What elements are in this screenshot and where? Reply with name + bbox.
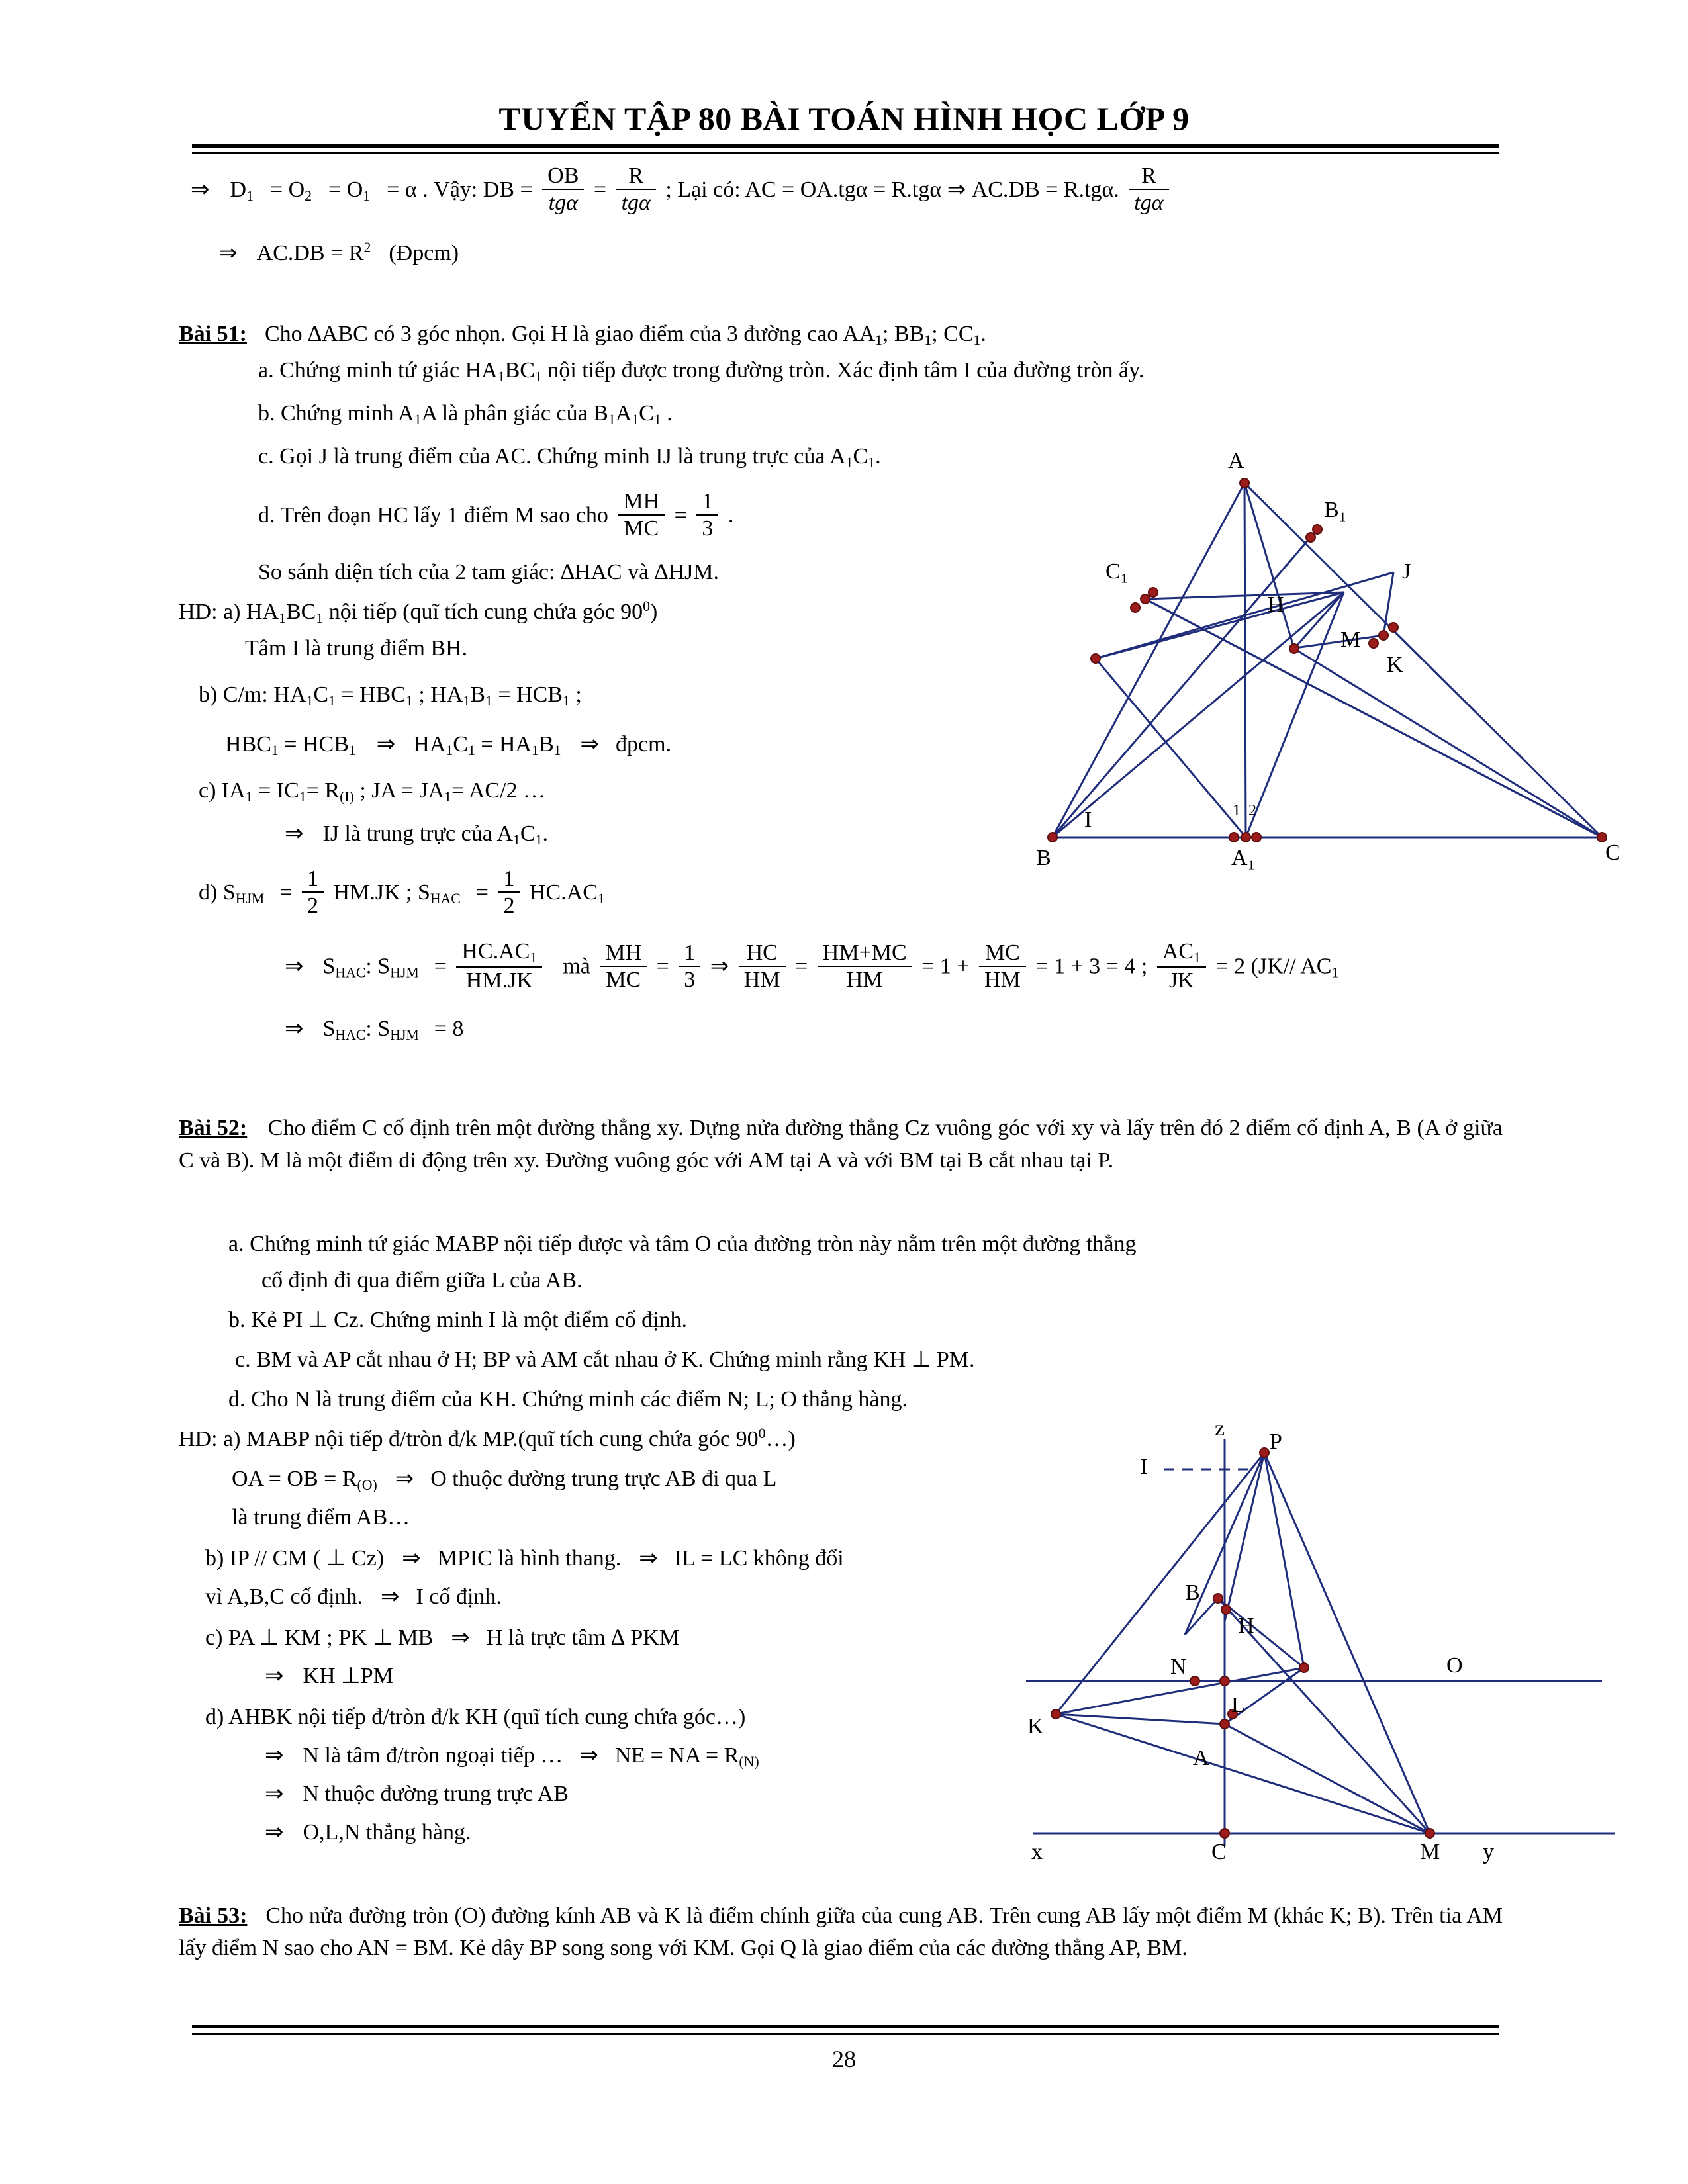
- sub: 1: [535, 832, 543, 848]
- hd-c2-3: .: [542, 821, 548, 846]
- fraction-numerator: OB: [547, 163, 579, 188]
- bai52-hd-d4: [265, 1816, 471, 1848]
- page-title: TUYỂN TẬP 80 BÀI TOÁN HÌNH HỌC LỚP 9: [498, 100, 1190, 137]
- figure1-label-B1: B₁: [1324, 498, 1347, 522]
- figure1-label-A: A: [1228, 449, 1244, 473]
- implies-icon-15: ⇒: [265, 1664, 284, 1688]
- figure2-label-I: I: [1140, 1455, 1148, 1479]
- figure1-label-M: M: [1340, 627, 1361, 652]
- sub: 1: [445, 743, 453, 759]
- fraction-denominator: MC: [618, 514, 665, 543]
- eq: =: [475, 880, 489, 905]
- hd-b2-text: vì A,B,C cố định.: [205, 1584, 363, 1609]
- bai52-hd-c: [205, 1621, 679, 1654]
- fraction-mh-mc: [618, 488, 665, 543]
- implies-icon-8: ⇒: [710, 954, 729, 979]
- sub: 1: [513, 832, 520, 848]
- sub: 1: [534, 369, 542, 385]
- bai52-hd-d: d) AHBK nội tiếp đ/tròn đ/k KH (quĩ tích cung chứa góc…): [205, 1705, 746, 1729]
- fraction-numerator: R: [628, 163, 644, 188]
- fraction-r-tga: [616, 163, 656, 217]
- bai51-heading: [179, 318, 1516, 351]
- sub: (O): [357, 1477, 377, 1494]
- hd-b2-2: = HCB: [278, 732, 349, 756]
- bai51-compare: So sánh diện tích của 2 tam giác: ∆HAC và ∆HJM.: [258, 560, 719, 584]
- term-lai-co: ; Lại có: AC = OA.tgα = R.tgα: [665, 177, 942, 202]
- implies-icon-12: ⇒: [639, 1546, 658, 1570]
- num-text: AC: [1162, 939, 1194, 964]
- hd-b2-7: đpcm.: [616, 732, 672, 756]
- figure2-label-K: K: [1027, 1714, 1044, 1739]
- fraction-denominator: 3: [696, 514, 718, 543]
- sub: 1: [608, 412, 616, 428]
- eq: =: [656, 954, 669, 979]
- hd-c2-2: C: [520, 821, 536, 846]
- figure-mabp: [1019, 1416, 1628, 1866]
- figure2-label-P: P: [1270, 1430, 1282, 1454]
- fraction-denominator: JK: [1157, 966, 1206, 995]
- figure2-label-B: B: [1185, 1580, 1200, 1605]
- hd-d-1: d) S: [199, 880, 236, 905]
- sub: 1: [532, 743, 539, 759]
- hd-e-2: : S: [365, 954, 391, 979]
- fraction-ac1-jk: [1157, 938, 1206, 995]
- fraction-denominator: tgα: [542, 189, 584, 217]
- sub: 1: [316, 610, 324, 627]
- header-rule-bottom: [192, 152, 1499, 154]
- bai51-hd-a: [179, 596, 657, 629]
- sup-2: 2: [363, 240, 371, 256]
- figure1-label-C1: C₁: [1105, 559, 1129, 584]
- hd-a-2: BC: [285, 600, 316, 624]
- fraction-denominator: HM: [979, 966, 1026, 994]
- hd-c-1: c) IA: [199, 778, 246, 803]
- sub: 1: [1194, 950, 1201, 966]
- hd-b2-4: C: [453, 732, 468, 756]
- sub: 1: [632, 412, 639, 428]
- bai51-c-1: c. Gọi J là trung điểm của AC. Chứng minh IJ là trung trực của A: [258, 444, 846, 469]
- sub: 1: [497, 369, 505, 385]
- hd-c-4: ; JA = JA: [353, 778, 445, 803]
- top-derivation-line1: [191, 164, 1515, 218]
- fraction-denominator: 2: [498, 891, 520, 920]
- figure1-label-C: C: [1605, 841, 1620, 865]
- hd-e-4: mà: [563, 954, 590, 979]
- sub: (I): [340, 789, 354, 805]
- bai51-b-3: A: [615, 401, 632, 426]
- sub: HAC: [335, 964, 366, 981]
- hd-d4-text: O,L,N thẳng hàng.: [303, 1820, 471, 1844]
- sub: 1: [868, 455, 876, 471]
- hd-c-1: c) PA ⊥ KM ; PK ⊥ MB: [205, 1625, 434, 1650]
- fraction-half-2: [498, 866, 520, 920]
- bai51-hd-a2: Tâm I là trung điểm BH.: [245, 636, 468, 660]
- figure2-label-z: z: [1215, 1416, 1225, 1441]
- hd-b2-5: = HA: [475, 732, 532, 756]
- hd-a2-1: OA = OB = R: [232, 1467, 357, 1491]
- hd-b-5: B: [470, 682, 485, 707]
- bai51-intro-c: ; CC: [931, 322, 974, 346]
- fraction-one-third: [696, 488, 718, 543]
- bai51-hd-b2: [225, 728, 671, 762]
- hd-b2-6: B: [538, 732, 554, 756]
- hd-a-1: HD: a) HA: [179, 600, 279, 624]
- implies-icon-1: ⇒: [191, 177, 210, 202]
- hd-e-9: = 2 (JK// AC: [1215, 954, 1332, 979]
- sub: 1: [530, 950, 538, 966]
- fraction-denominator: 2: [302, 891, 324, 920]
- equals-sign: =: [674, 502, 687, 527]
- sub: 1: [973, 332, 981, 349]
- sub: 1: [279, 610, 286, 627]
- bai53-heading: [179, 1899, 1503, 1965]
- hd-d2-1: N là tâm đ/tròn ngoại tiếp …: [303, 1743, 563, 1768]
- hd-b-3: = HBC: [335, 682, 406, 707]
- bai52-hd-d2: [265, 1739, 759, 1773]
- bai52-intro: Cho điểm C cố định trên một đường thẳng xy. Dựng nửa đường thẳng Cz vuông góc với xy và lấy trên đó 2 điểm cố định A, B (A ở giữa C và B). M là một điểm di động trên xy. Đường vuông góc với AM tại A và với BM tại B cắt nhau tại P.: [179, 1116, 1503, 1173]
- bai51-b-2: A là phân giác của B: [421, 401, 608, 426]
- hd-e-8: = 1 + 3 = 4 ;: [1035, 954, 1148, 979]
- implies-icon-16: ⇒: [265, 1743, 284, 1768]
- bai52-hd-b: [205, 1542, 844, 1574]
- sub: 1: [597, 890, 605, 907]
- figure1-label-A1: A₁: [1231, 846, 1256, 870]
- sub: 1: [562, 693, 570, 709]
- sub: 1: [271, 743, 279, 759]
- fraction-numerator: [456, 938, 542, 966]
- hd-a2-2: O thuộc đường trung trực AB đi qua L: [430, 1467, 777, 1491]
- fraction-numerator: [1157, 938, 1206, 966]
- bai51-b-1: b. Chứng minh A: [258, 401, 414, 426]
- figure1-label-J: J: [1402, 559, 1411, 584]
- bai51-hd-c2: [285, 817, 548, 851]
- fraction-half-1: [302, 866, 324, 920]
- fraction-ob-tga: [542, 163, 584, 217]
- hd-b-2: C: [313, 682, 329, 707]
- fraction-numerator: R: [1141, 163, 1156, 188]
- hd-d2-2: NE = NA = R: [614, 1743, 739, 1768]
- bai51-label: Bài 51:: [179, 322, 247, 346]
- equals-sign: =: [593, 177, 607, 202]
- hd-a-1: HD: a) MABP nội tiếp đ/tròn đ/k MP.(quĩ tích cung chứa góc 90: [179, 1427, 759, 1451]
- fraction-denominator: tgα: [1129, 189, 1168, 217]
- hd-c-5: = AC/2 …: [451, 778, 546, 803]
- bai52-part-a2: cố định đi qua điểm giữa L của AB.: [261, 1268, 583, 1293]
- eq: =: [434, 954, 447, 979]
- bai52-part-d: d. Cho N là trung điểm của KH. Chứng minh các điểm N; L; O thẳng hàng.: [228, 1387, 908, 1412]
- figure1-label-K: K: [1387, 653, 1403, 677]
- figure1-label-B: B: [1036, 846, 1051, 870]
- hd-b-6: = HCB: [492, 682, 563, 707]
- figure2-label-L: L: [1231, 1693, 1245, 1717]
- bai51-c-3: .: [875, 444, 881, 469]
- sub: 1: [485, 693, 492, 709]
- hd-d3-text: N thuộc đường trung trực AB: [303, 1782, 569, 1806]
- bai52-label: Bài 52:: [179, 1116, 248, 1140]
- sub: HAC: [335, 1027, 366, 1044]
- fraction-denominator: HM: [818, 966, 912, 994]
- sub: 1: [467, 743, 475, 759]
- term-O2: = O: [269, 177, 305, 202]
- sub-1: 1: [246, 187, 254, 204]
- bai52-hd-d3: [265, 1778, 569, 1810]
- bai51-b-5: .: [661, 401, 673, 426]
- hd-b-7: ;: [569, 682, 582, 707]
- hd-c-2: = IC: [252, 778, 299, 803]
- bai51-hd-b: [199, 678, 582, 712]
- fraction-mc-hm: [979, 940, 1026, 994]
- hd-a-4: ): [650, 600, 658, 624]
- figure1-label-1: 1: [1233, 802, 1241, 819]
- fraction-mh-mc-2: [600, 940, 647, 994]
- eq: =: [795, 954, 808, 979]
- hd-b2-1: HBC: [225, 732, 271, 756]
- fraction-hmmc-hm: [818, 940, 912, 994]
- fraction-one-third-2: [679, 940, 700, 994]
- num-text: HC.AC: [461, 939, 530, 964]
- bai51-part-b: [258, 397, 1516, 431]
- bai52-hd-a3: là trung điểm AB…: [232, 1505, 410, 1529]
- figure2-label-M: M: [1420, 1840, 1440, 1864]
- sub: (N): [739, 1754, 759, 1770]
- bai51-d-1: d. Trên đoạn HC lấy 1 điểm M sao cho: [258, 502, 608, 527]
- sub: 1: [306, 693, 314, 709]
- fraction-hc-hm: [739, 940, 786, 994]
- term-O1: = O: [328, 177, 363, 202]
- bai51-intro-a: Cho ∆ABC có 3 góc nhọn. Gọi H là giao điểm của 3 đường cao AA: [264, 322, 876, 346]
- hd-a-3: nội tiếp (quĩ tích cung chứa góc 90: [323, 600, 643, 624]
- fraction-numerator: 1: [503, 866, 515, 891]
- term-dpcm: (Đpcm): [389, 241, 459, 265]
- bai51-part-a: [258, 354, 1516, 388]
- fraction-r-tga-2: [1129, 163, 1168, 217]
- implies-icon-13: ⇒: [381, 1584, 400, 1609]
- sup: 0: [643, 598, 651, 615]
- bai51-d-2: .: [727, 502, 734, 527]
- hd-b-2: MPIC là hình thang.: [437, 1546, 622, 1570]
- bai52-part-b: b. Kẻ PI ⊥ Cz. Chứng minh I là một điểm cố định.: [228, 1308, 688, 1332]
- eq: =: [279, 880, 293, 905]
- figure2-label-H: H: [1238, 1614, 1254, 1638]
- sup: 0: [758, 1426, 766, 1442]
- term-D: D: [230, 177, 247, 202]
- bai52-heading: [179, 1112, 1503, 1177]
- hd-b-3: IL = LC không đổi: [674, 1546, 844, 1570]
- sub: 1: [414, 412, 422, 428]
- fraction-denominator: MC: [600, 966, 647, 994]
- bai53-text: Cho nửa đường tròn (O) đường kính AB và K là điểm chính giữa của cung AB. Trên cung AB lấy một điểm M (khác K; B). Trên tia AM lấy điểm N sao cho AN = BM. Kẻ dây BP song song với KM. Gọi Q là giao điểm của các đường thẳng AP, BM.: [179, 1903, 1503, 1961]
- bai51-b-4: C: [639, 401, 654, 426]
- hd-d-5: HC.AC: [529, 880, 598, 905]
- hd-b-1: b) C/m: HA: [199, 682, 306, 707]
- bai52-part-c: c. BM và AP cắt nhau ở H; BP và AM cắt nhau ở K. Chứng minh rằng KH ⊥ PM.: [235, 1347, 975, 1372]
- sub: 1: [553, 743, 561, 759]
- sub: 1: [405, 693, 413, 709]
- figure-triangle-abc: [1013, 449, 1642, 870]
- bai53-label: Bài 53:: [179, 1903, 248, 1928]
- term-acdb: AC.DB = R.tgα.: [971, 177, 1119, 202]
- hd-c2-1: IJ là trung trực của A: [322, 821, 514, 846]
- bai51-intro-d: .: [980, 322, 986, 346]
- fraction-numerator: 1: [684, 940, 696, 965]
- sub: 1: [1331, 964, 1339, 981]
- sub: HJM: [390, 1027, 419, 1044]
- hd-c2-text: KH ⊥PM: [303, 1664, 393, 1688]
- figure2-label-y: y: [1483, 1840, 1494, 1864]
- sub-3: 1: [363, 187, 371, 204]
- sub: HAC: [430, 890, 461, 907]
- bai51-hd-d: [199, 867, 605, 921]
- fraction-numerator: MC: [984, 940, 1020, 965]
- figure1-label-2: 2: [1248, 802, 1256, 819]
- bai52-hd-c2: [265, 1660, 393, 1692]
- figure2-label-C: C: [1211, 1840, 1227, 1864]
- sub: 1: [924, 332, 932, 349]
- figure2-label-x: x: [1031, 1840, 1043, 1864]
- bai51-intro-b: ; BB: [882, 322, 925, 346]
- sub-2: 2: [305, 187, 312, 204]
- figure1-label-I: I: [1084, 807, 1092, 832]
- bai52-part-a: a. Chứng minh tứ giác MABP nội tiếp được và tâm O của đường tròn này nằm trên một đường thẳng: [228, 1232, 1137, 1256]
- implies-icon-18: ⇒: [265, 1782, 284, 1806]
- bai51-hd-e: [285, 940, 1338, 996]
- footer-rule-bottom: [192, 2033, 1499, 2035]
- figure2-label-A: A: [1193, 1746, 1209, 1770]
- implies-icon-10: ⇒: [395, 1467, 414, 1491]
- implies-icon-17: ⇒: [579, 1743, 598, 1768]
- fraction-numerator: MH: [605, 940, 642, 965]
- implies-icon-5: ⇒: [580, 732, 600, 756]
- header-rule-top: [192, 144, 1499, 148]
- bai52-hd-a2: [232, 1463, 776, 1496]
- bai51-a-1: a. Chứng minh tứ giác HA: [258, 358, 498, 383]
- implies-icon-11: ⇒: [402, 1546, 421, 1570]
- fraction-denominator: 3: [679, 966, 700, 994]
- sub: 1: [444, 789, 452, 805]
- bai52-hd-b2: [205, 1580, 502, 1613]
- implies-icon-6: ⇒: [285, 821, 304, 846]
- term-acdb-r: AC.DB = R: [256, 241, 364, 265]
- sub: 1: [299, 789, 306, 805]
- implies-icon-2: ⇒: [947, 177, 966, 202]
- sub: 1: [875, 332, 883, 349]
- implies-icon-14: ⇒: [451, 1625, 470, 1650]
- implies-icon-4: ⇒: [376, 732, 396, 756]
- fraction-numerator: HM+MC: [822, 940, 907, 965]
- sub: 1: [328, 693, 336, 709]
- page-number: 28: [832, 2046, 856, 2072]
- fraction-numerator: MH: [623, 489, 660, 514]
- fraction-denominator: HM.JK: [456, 966, 542, 995]
- bai51-c-2: C: [853, 444, 868, 469]
- sub: 1: [463, 693, 471, 709]
- hd-f-1: S: [322, 1017, 336, 1041]
- bai51-hd-f: [285, 1013, 463, 1046]
- hd-f-2: : S: [365, 1017, 391, 1041]
- fraction-denominator: tgα: [616, 189, 656, 217]
- bai51-a-3: nội tiếp được trong đường tròn. Xác định tâm I của đường tròn ấy.: [541, 358, 1145, 383]
- fraction-denominator: HM: [739, 966, 786, 994]
- term-vay-db: = α . Vậy: DB =: [387, 177, 533, 202]
- figure2-label-N: N: [1170, 1655, 1187, 1679]
- sub: 1: [653, 412, 661, 428]
- footer-rule-top: [192, 2025, 1499, 2028]
- hd-b3-text: I cố định.: [416, 1584, 502, 1609]
- fraction-hcac1-hmjk: [456, 938, 542, 995]
- hd-a-2: …): [765, 1427, 796, 1451]
- bai52-hd-a: [179, 1423, 796, 1455]
- figure1-label-H: H: [1268, 592, 1284, 617]
- hd-c-2: H là trực tâm ∆ PKM: [486, 1625, 680, 1650]
- implies-icon-9: ⇒: [285, 1017, 304, 1041]
- hd-b-1: b) IP // CM ( ⊥ Cz): [205, 1546, 385, 1570]
- hd-e-1: S: [322, 954, 336, 979]
- hd-e-7: = 1 +: [921, 954, 970, 979]
- bai51-hd-c: [199, 774, 545, 808]
- hd-b-4: ; HA: [412, 682, 463, 707]
- sub: 1: [845, 455, 853, 471]
- implies-icon-3: ⇒: [218, 241, 238, 265]
- hd-c-3: = R: [306, 778, 340, 803]
- sub: 1: [245, 789, 253, 805]
- figure2-label-O: O: [1446, 1653, 1463, 1678]
- sub: HJM: [390, 964, 419, 981]
- sub: HJM: [235, 890, 265, 907]
- bai51-a-2: BC: [504, 358, 535, 383]
- fraction-numerator: 1: [306, 866, 318, 891]
- hd-b2-3: HA: [413, 732, 446, 756]
- implies-icon-7: ⇒: [285, 954, 304, 979]
- sub: 1: [348, 743, 356, 759]
- hd-f-3: = 8: [434, 1017, 464, 1041]
- hd-d-3: HM.JK ; S: [333, 880, 430, 905]
- implies-icon-19: ⇒: [265, 1820, 284, 1844]
- top-derivation-line2: [218, 237, 459, 269]
- fraction-numerator: 1: [702, 489, 714, 514]
- fraction-numerator: HC: [746, 940, 778, 965]
